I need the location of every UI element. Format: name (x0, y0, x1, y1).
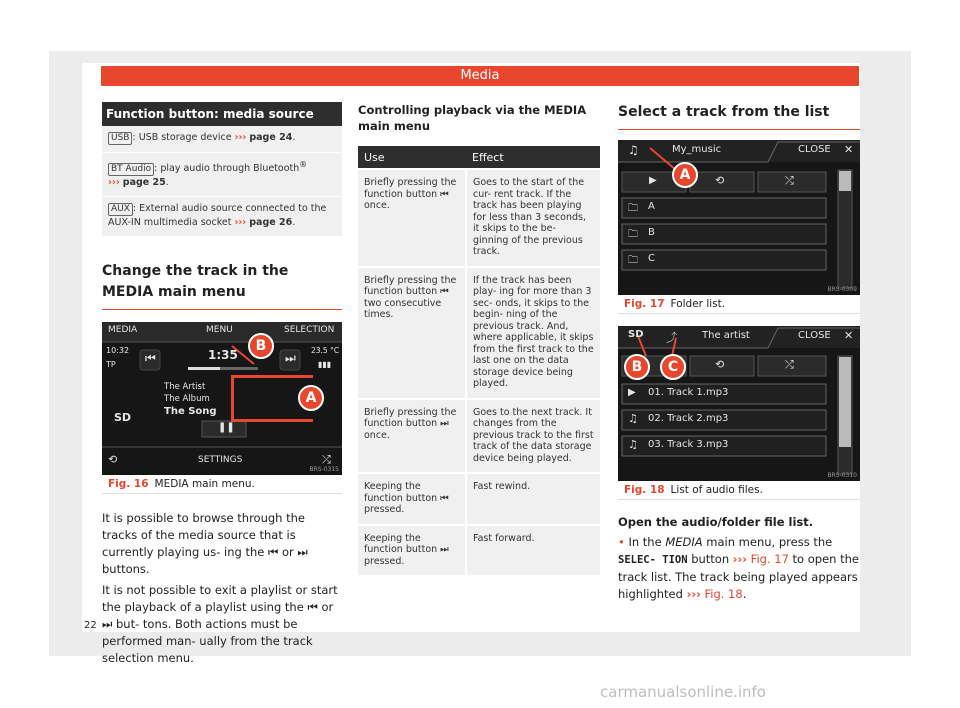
selection-button[interactable]: SELECTION (284, 325, 335, 336)
fig18-ref[interactable]: Fig. 18 (704, 587, 743, 601)
figure-code: BRS-0315 (309, 466, 339, 474)
table-cell-use: Keeping the function button ⏮ pressed. (358, 473, 466, 525)
table-cell-use: Keeping the function button ⏭ pressed. (358, 525, 466, 576)
table-cell-effect: Fast forward. (466, 525, 600, 576)
bullet-text: to open the track list. The track being played appears highlighted (618, 552, 859, 601)
repeat-icon[interactable]: ⟲ (715, 358, 725, 371)
tp-indicator: TP (106, 360, 116, 370)
table-cell-effect: If the track has been play- ing for more than 3 sec- onds, it skips to the begin- ning of the previous track. And, where applicable, it skips from the first track to the last one on the data storage device being played. (466, 267, 600, 399)
bullet-text: . (742, 587, 747, 601)
playing-icon: ▶ (628, 387, 636, 398)
selection-button-ref: SELEC- TION (618, 554, 688, 566)
close-icon[interactable]: ✕ (844, 329, 854, 342)
suffix: . (292, 132, 296, 143)
folder-icon: 🗀 (628, 229, 638, 240)
track-item[interactable]: 03. Track 3.mp3 (648, 439, 729, 450)
page-ref[interactable]: page 24 (249, 132, 293, 143)
ref-arrow-icon: ››› (234, 217, 247, 229)
registered-mark: ® (299, 160, 308, 169)
table-row (358, 473, 600, 525)
table-cell-use: Briefly pressing the function button ⏮ once. (358, 169, 466, 267)
table-cell-effect: Goes to the start of the cur- rent track. If the track has been playing for less than 3 seconds, it skips to the be- ginning of the previous track. (466, 169, 600, 267)
bullet-text: In the (628, 535, 666, 549)
fig-caption-text: MEDIA main menu. (154, 478, 255, 491)
ref-arrow-icon: ››› (686, 587, 701, 601)
marker-b: B (624, 354, 650, 380)
source-sd: SD (114, 411, 132, 425)
elapsed-time: 1:35 (208, 348, 238, 363)
section-title-change-track: Change the track in the MEDIA main menu (102, 261, 342, 310)
pause-icon[interactable]: ❚❚ (218, 422, 235, 434)
watermark: carmanualsonline.info (600, 683, 766, 701)
folder-up-icon[interactable]: ⤴ (666, 331, 677, 344)
menu-button[interactable]: MENU (206, 325, 233, 336)
marker-a: A (298, 385, 324, 411)
audio-files-graphic (618, 326, 860, 481)
folder-list-graphic (618, 140, 860, 295)
fig-caption-text: Folder list. (670, 298, 726, 310)
chapter-header: Media (101, 66, 859, 86)
fig18-caption (618, 481, 860, 500)
figure-audio-files (618, 326, 860, 481)
playback-table (358, 146, 600, 575)
table-cell-use: Briefly pressing the function button ⏮ two consecutive times. (358, 267, 466, 399)
table-row (358, 525, 600, 576)
function-row-text: : USB storage device (132, 132, 235, 143)
usb-key: USB (108, 132, 132, 145)
table-cell-effect: Fast rewind. (466, 473, 600, 525)
table-row (358, 267, 600, 399)
previous-track-icon[interactable]: ⏮ (145, 351, 156, 366)
fig17-caption (618, 295, 860, 314)
function-row-aux (102, 197, 342, 237)
music-note-icon: ♫ (628, 143, 639, 157)
fig-caption-text: List of audio files. (670, 484, 763, 496)
bullet-text: button (687, 552, 733, 566)
suffix: . (165, 177, 169, 189)
track-item[interactable]: 01. Track 1.mp3 (648, 387, 729, 398)
fig-number: Fig. 16 (108, 478, 149, 491)
marker-b: B (248, 333, 274, 359)
media-label: MEDIA (108, 325, 138, 336)
shuffle-icon[interactable]: ⤮ (785, 358, 794, 371)
section-title-controlling: Controlling playback via the MEDIA main menu (358, 103, 587, 133)
paragraph-browse: It is possible to browse through the tracks of the media source that is currently playing us- ing the ⏮ or ⏭ buttons. (102, 511, 308, 577)
function-row-usb (102, 126, 342, 153)
column-left (102, 102, 342, 667)
page-ref[interactable]: page 26 (249, 217, 293, 229)
fig-number: Fig. 18 (624, 484, 665, 496)
marker-c: C (660, 354, 686, 380)
play-icon[interactable]: ▶ (649, 175, 657, 186)
paragraph-playlist: It is not possible to exit a playlist or start the playback of a playlist using the ⏮ or ⏭ but- tons. Both actions must be performed man- ually from the track selection menu. (102, 583, 338, 666)
song-label: The Song (164, 406, 217, 418)
suffix: . (292, 217, 296, 229)
instruction-bullet (618, 534, 860, 603)
clock: 10:32 (106, 346, 130, 356)
folder-item[interactable]: B (648, 227, 655, 238)
menu-name: MEDIA (665, 535, 703, 549)
table-row (358, 399, 600, 474)
close-button[interactable]: CLOSE (798, 330, 831, 341)
shuffle-icon[interactable]: ⤮ (785, 174, 794, 187)
table-cell-effect: Goes to the next track. It changes from the previous track to the first track of the data storage device being played. (466, 399, 600, 474)
page-ref[interactable]: page 25 (122, 177, 166, 189)
function-box (102, 102, 342, 237)
fig-number: Fig. 17 (624, 298, 665, 310)
figure-code: BRS-0309 (827, 286, 857, 293)
figure-folder-list (618, 140, 860, 295)
artist-label: The Artist (164, 382, 206, 393)
sd-card-icon[interactable]: SD (628, 329, 644, 340)
column-right (618, 102, 860, 603)
folder-icon: 🗀 (628, 255, 638, 266)
album-label: The Album (164, 394, 210, 405)
next-track-icon[interactable]: ⏭ (285, 351, 296, 366)
music-note-icon: ♫ (628, 412, 638, 425)
column-middle (358, 102, 600, 575)
close-icon[interactable]: ✕ (844, 143, 854, 156)
figure-media-main-menu (102, 322, 342, 475)
function-row-text: : External audio source connected to the AUX-IN multimedia socket (108, 203, 327, 229)
signal-icon: ▮▮▮ (318, 360, 332, 370)
temperature: 23.5 °C (311, 346, 340, 356)
page-number: 22 (84, 620, 97, 631)
bt-audio-key: BT Audio (108, 163, 154, 176)
folder-title: My_music (672, 144, 722, 155)
open-list-title: Open the audio/folder file list. (618, 515, 814, 529)
table-header-row (358, 146, 600, 169)
folder-item[interactable]: A (648, 201, 655, 212)
column-header-use: Use (358, 146, 466, 169)
aux-key: AUX (108, 203, 133, 216)
function-row-bt (102, 153, 342, 197)
music-note-icon: ♫ (628, 438, 638, 451)
section-title-select-track: Select a track from the list (618, 102, 860, 130)
track-item[interactable]: 02. Track 2.mp3 (648, 413, 729, 424)
artist-folder-title: The artist (702, 330, 750, 341)
fig16-caption (102, 475, 342, 494)
folder-icon: 🗀 (628, 203, 638, 214)
table-row (358, 169, 600, 267)
ref-arrow-icon: ››› (234, 132, 247, 143)
function-row-text: : play audio through Bluetooth (154, 163, 300, 175)
fig17-ref[interactable]: Fig. 17 (750, 552, 789, 566)
column-header-effect: Effect (466, 146, 600, 169)
shuffle-icon[interactable]: ⤮ (322, 453, 331, 467)
table-cell-use: Briefly pressing the function button ⏭ once. (358, 399, 466, 474)
bullet-icon: • (618, 535, 625, 549)
repeat-icon[interactable]: ⟲ (715, 174, 725, 187)
figure-code: BRS-0310 (827, 472, 857, 479)
ref-arrow-icon: ››› (108, 177, 120, 189)
folder-item[interactable]: C (648, 253, 655, 264)
close-button[interactable]: CLOSE (798, 144, 831, 155)
marker-a: A (672, 162, 698, 188)
repeat-icon[interactable]: ⟲ (108, 453, 118, 467)
ref-arrow-icon: ››› (732, 552, 748, 566)
function-box-title: Function button: media source (102, 102, 342, 126)
bullet-text: main menu, press the (702, 535, 833, 549)
settings-button[interactable]: SETTINGS (198, 455, 243, 466)
